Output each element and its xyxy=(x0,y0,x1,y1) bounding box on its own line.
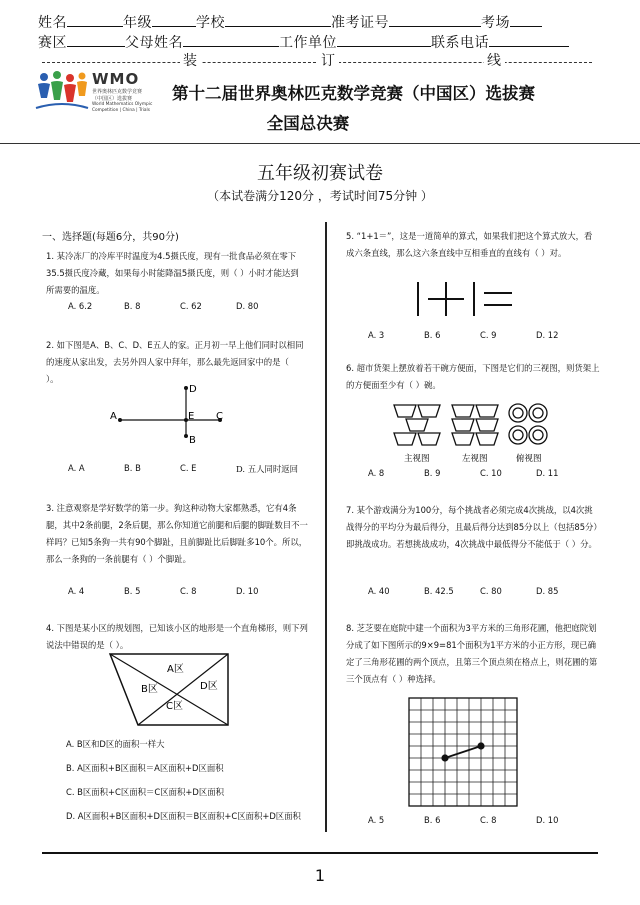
workplace-field[interactable] xyxy=(337,34,431,47)
q6-figure xyxy=(392,403,562,465)
q2-label-d: D xyxy=(189,384,197,395)
q8-option-b[interactable]: B. 6 xyxy=(424,815,441,825)
q8-grid-figure xyxy=(408,697,520,809)
q6-front-view xyxy=(394,405,440,445)
q1-option-b[interactable]: B. 8 xyxy=(124,301,141,311)
q3-option-b[interactable]: B. 5 xyxy=(124,586,141,596)
q6-option-c[interactable]: C. 10 xyxy=(480,468,502,478)
q2-label-e: E xyxy=(188,411,195,422)
binding-label-2: 订 xyxy=(318,53,339,69)
question-4: 4. 下图是某小区的规划图，已知该小区的地形是一个直角梯形，则下列说法中错误的是（ ）。 xyxy=(46,623,308,650)
workplace-label: 工作单位 xyxy=(279,35,337,51)
logo-brand: WMO xyxy=(92,70,140,88)
question-6: 6. 超市货架上摆放着若干碗方便面，下图是它们的三视图，则货架上的方便面至少有（ ）碗。 xyxy=(346,363,600,390)
q7-option-a[interactable]: A. 40 xyxy=(368,586,390,596)
question-1: 1. 某冷冻厂的冷库平时温度为4.5摄氏度，现有一批食品必须在零下35.5摄氏度冷藏，如果每小时能降温5摄氏度，则（ ）小时才能达到所需要的温度。 xyxy=(46,251,299,295)
q8-vertex-2 xyxy=(477,742,484,749)
name-label: 姓名 xyxy=(38,15,67,31)
q2-label-b: B xyxy=(189,435,196,446)
q6-front-label: 主视图 xyxy=(404,454,430,464)
grade-label: 年级 xyxy=(123,15,152,31)
competition-subtitle: 全国总决赛 xyxy=(266,114,350,133)
q6-side-view xyxy=(452,405,498,445)
q2-label-a: A xyxy=(110,411,117,422)
q5-option-d[interactable]: D. 12 xyxy=(536,330,559,340)
q7-option-d[interactable]: D. 85 xyxy=(536,586,559,596)
parent-field[interactable] xyxy=(183,34,279,47)
region-label: 赛区 xyxy=(38,35,67,51)
q8-option-d[interactable]: D. 10 xyxy=(536,815,559,825)
header-divider xyxy=(0,143,640,144)
q4-label-b: B区 xyxy=(141,684,158,695)
question-3: 3. 注意观察是学好数学的第一步。狗这种动物大家都熟悉，它有4条腿，其中2条前腿，2条后腿，那么你知道它前腿和后腿的脚趾数目不一样吗？已知5条狗一共有90个脚趾，且前脚趾比后脚趾多10个。所以，那么一条狗的一条前腿有（ ）个脚趾。 xyxy=(46,503,308,564)
question-7: 7. 某个游戏满分为100分，每个挑战者必须完成4次挑战，以4次挑战得分的平均分为最后得分，且最后得分达到85分以上（包括85分）即挑战成功。若想挑战成功，4次挑战中最低得分不能低于（ ）分。 xyxy=(346,505,598,549)
section-heading: 一、选择题(每题6分，共90分) xyxy=(42,232,179,243)
binding-line xyxy=(42,62,592,63)
room-label: 考场 xyxy=(481,15,510,31)
q5-option-a[interactable]: A. 3 xyxy=(368,330,385,340)
q2-label-c: C xyxy=(216,411,223,422)
room-field[interactable] xyxy=(510,14,542,27)
question-8: 8. 芝芝要在庭院中建一个面积为3平方米的三角形花圃，他把庭院划分成了如下图所示的9×9=81个面积为1平方米的小正方形，现已确定了三角形花圃的两个顶点，且第三个顶点须在格点上，则花圃的第三个顶点有（ ）种选择。 xyxy=(346,623,598,684)
region-field[interactable] xyxy=(67,34,125,47)
q5-figure xyxy=(410,280,520,320)
q1-option-c[interactable]: C. 62 xyxy=(180,301,202,311)
q2-figure xyxy=(100,380,240,450)
wmo-logo xyxy=(34,68,164,118)
q6-top-view xyxy=(509,404,547,444)
q2-option-b[interactable]: B. B xyxy=(124,463,141,473)
q8-option-a[interactable]: A. 5 xyxy=(368,815,385,825)
q7-option-b[interactable]: B. 42.5 xyxy=(424,586,454,596)
school-field[interactable] xyxy=(225,14,331,27)
q2-option-c[interactable]: C. E xyxy=(180,463,197,473)
logo-line-3: World Mathematics Olympic xyxy=(92,102,153,107)
q6-side-label: 左视图 xyxy=(462,454,488,464)
q4-figure xyxy=(108,651,233,729)
q4-label-d: D区 xyxy=(200,681,218,692)
q2-option-d[interactable]: D. 五人同时返回 xyxy=(236,464,298,474)
phone-field[interactable] xyxy=(489,34,569,47)
binding-label-1: 装 xyxy=(180,53,201,69)
q5-option-c[interactable]: C. 9 xyxy=(480,330,497,340)
q6-option-b[interactable]: B. 9 xyxy=(424,468,441,478)
paper-title: 五年级初赛试卷 xyxy=(257,163,383,184)
q4-option-b[interactable]: B. A区面积+B区面积＝A区面积+D区面积 xyxy=(66,763,224,773)
paper-subtitle: （本试卷满分120分 ，考试时间75分钟 ） xyxy=(207,189,433,203)
question-5: 5. “1+1＝”，这是一道简单的算式，如果我们把这个算式放大，看成六条直线，那么这六条直线中互相垂直的直线有（ ）对。 xyxy=(346,231,593,258)
q4-option-a[interactable]: A. B区和D区的面积一样大 xyxy=(66,739,165,749)
ticket-label: 准考证号 xyxy=(331,15,389,31)
q4-option-c[interactable]: C. B区面积+C区面积＝C区面积+D区面积 xyxy=(66,787,224,797)
q2-option-a[interactable]: A. A xyxy=(68,463,85,473)
header-row1 xyxy=(38,14,542,31)
parent-label: 父母姓名 xyxy=(125,35,183,51)
q8-option-c[interactable]: C. 8 xyxy=(480,815,497,825)
q4-label-a: A区 xyxy=(167,664,184,675)
q5-option-b[interactable]: B. 6 xyxy=(424,330,441,340)
logo-figures-icon xyxy=(34,70,90,116)
q4-label-c: C区 xyxy=(166,701,183,712)
q1-option-d[interactable]: D. 80 xyxy=(236,301,259,311)
q6-option-a[interactable]: A. 8 xyxy=(368,468,385,478)
q3-option-c[interactable]: C. 8 xyxy=(180,586,197,596)
footer-rule xyxy=(42,852,598,854)
binding-label-3: 线 xyxy=(484,53,505,69)
page-number: 1 xyxy=(314,866,326,885)
header-row2 xyxy=(38,34,569,51)
q3-option-a[interactable]: A. 4 xyxy=(68,586,85,596)
q7-option-c[interactable]: C. 80 xyxy=(480,586,502,596)
school-label: 学校 xyxy=(196,15,225,31)
name-field[interactable] xyxy=(67,14,123,27)
competition-title: 第十二届世界奥林匹克数学竞赛（中国区）选拔赛 xyxy=(172,84,535,103)
q6-top-label: 俯视图 xyxy=(516,454,542,464)
logo-line-4: Competition | China | Trials xyxy=(92,108,150,113)
phone-label: 联系电话 xyxy=(431,35,489,51)
grade-field[interactable] xyxy=(152,14,196,27)
logo-line-1: 世界奥林匹克数学竞赛 xyxy=(92,89,143,95)
column-divider xyxy=(325,222,327,832)
q1-option-a[interactable]: A. 6.2 xyxy=(68,301,93,311)
q6-option-d[interactable]: D. 11 xyxy=(536,468,559,478)
logo-line-2: （中国区）选拔赛 xyxy=(92,96,133,102)
question-2: 2. 如下图是A、B、C、D、E五人的家。正月初一早上他们同时以相同的速度从家出发，去另外四人家中拜年，那么最先返回家中的是（ ）。 xyxy=(46,340,304,384)
q4-option-d[interactable]: D. A区面积+B区面积+D区面积＝B区面积+C区面积+D区面积 xyxy=(66,811,301,821)
q8-vertex-1 xyxy=(441,754,448,761)
ticket-field[interactable] xyxy=(389,14,481,27)
q3-option-d[interactable]: D. 10 xyxy=(236,586,259,596)
